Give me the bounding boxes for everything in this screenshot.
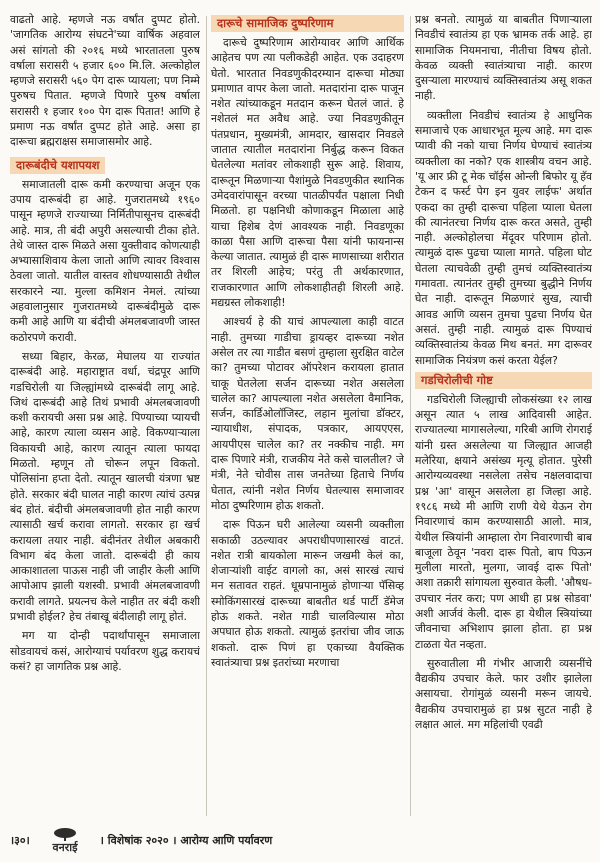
paragraph: मग या दोन्ही पदार्थांपासून समाजाला सोडवायचं कसं, आरोग्याचं पर्यावरण शुद्ध करायचं कसं? हा जागतिक प्रश्न आहे. <box>10 629 200 673</box>
section-heading-gadchiroli: गडचिरोलीची गोष्ट <box>415 372 592 389</box>
column-divider <box>206 16 207 816</box>
paragraph: सुरुवातीला मी गंभीर आजारी व्यसनींचे वैद्यकीय उपचार केले. फार उशीर झालेला असायचा. रोगांमुळं व्यसनी मरून जायचे. वैद्यकीय उपचारामुळं हा प्रश्न सुटत नाही हे लक्षात आलं. मग महिलांची एवढी <box>415 656 592 732</box>
logo-text: वनराई <box>52 841 78 853</box>
paragraph: गडचिरोली जिल्ह्याची लोकसंख्या १२ लाख असून त्यात ५ लाख आदिवासी आहेत. राज्यातल्या मागासलेल्या, गरिबी आणि रोगराई यांनी ग्रस्त असलेल्या या जिल्ह्यात आजही मलेरिया, क्षयाने असंख्य मृत्यू होतात. पुरेसी आरोग्यव्यवस्था नसलेला तसेच नक्षलवादाचा प्रश्न 'आ' वासून असलेला हा जिल्हा आहे. १९८६ मध्ये मी आणि राणी येथे येऊन रोग निवारणाचं काम करण्यासाठी आलो. मात्र, येथील स्त्रियांनी आम्हाला रोग निवारणाची बाब बाजूला ठेवून 'नवरा दारू पितो, बाप पिऊन मुलीला मारतो, मुलगा, जावई दारू पितो' अशा तक्रारी सांगायला सुरुवात केली. 'औषध-उपचार नंतर करा; पण आधी हा प्रश्न सोडवा' अशी आर्जवं केली. दारू हा येथील स्त्रियांच्या जीवनाचा अभिशाप झाला होता. हा प्रश्न टाळता येत नव्हता. <box>415 392 592 651</box>
paragraph: वाढतो आहे. म्हणजे नऊ वर्षांत दुप्पट होतो. 'जागतिक आरोग्य संघटने'च्या वार्षिक अहवाल असं सांगतो की २०१६ मध्ये भारतातला पुरुष वर्षाला सरासरी ५ हजार ६०० मि.लि. अल्कोहोल म्हणजे सरासरी ५६० पेग दारू प्यायला; पण निम्मे पुरुषच पितात. म्हणजे पिणारे पुरुष वर्षाला सरासरी १ हजार १०० पेग दारू पितात! आणि हे प्रमाण नऊ वर्षांत दुप्पट होते आहे. असा हा दारूचा ब्रह्मराक्षस समाजासमोर आहे. <box>10 13 200 149</box>
paragraph: व्यक्तीला निवडीचं स्वातंत्र्य हे आधुनिक समाजाचे एक आधारभूत मूल्य आहे. मग दारू प्यावी की नको याचा निर्णय घेण्याचं स्वातंत्र्य व्यक्तीला का नको? एक शास्त्रीय वचन आहे. 'यू आर फ्री टू मेक चॉईस ओन्ली बिफोर यू हॅव टेकन द फर्स्ट पेग इन युवर लाईफ' अर्थात एकदा का तुम्ही दारूचा पहिला प्याला घेतला की त्यानंतरचा निर्णय दारू करत असते, तुम्ही नाही. अल्कोहोलचा मेंदूवर परिणाम होतो. त्यामुळं दारू पुढचा प्याला मागते. पहिला घोट घेतला त्याचवेळी तुम्ही तुमचं व्यक्तिस्वातंत्र्य गमावता. त्यानंतर तुम्ही तुमच्या बुद्धीने निर्णय घेत नाही. दारूतून मिळणारं सुख, त्याची आवड आणि व्यसन तुमचा पुढचा निर्णय घेत असतं. तुम्ही नाही. त्यामुळं दारू पिण्याचं व्यक्तिस्वातंत्र्य केवळ मिथ बनतं. मग दारूवर सामाजिक नियंत्रण कसं करता येईल? <box>415 108 592 367</box>
column-1 <box>10 12 200 820</box>
column-divider <box>410 16 411 816</box>
column-3 <box>415 12 592 820</box>
page-number: ।३०। <box>10 833 30 847</box>
section-heading-social-effects: दारूचे सामाजिक दुष्परिणाम <box>211 15 404 32</box>
issue-label: । विशेषांक २०२० । आरोग्य आणि पर्यावरण <box>99 833 273 847</box>
column-2 <box>211 12 404 820</box>
paragraph: दारू पिऊन घरी आलेल्या व्यसनी व्यक्तीला सकाळी उठल्यावर अपराधीपणासारखं वाटतं. नशेत रात्री बायकोला मारून जखमी केलं का, शेजाऱ्यांशी वाईट वागलो का, असं सारखं त्याचं मन सतावत राहतं. धूम्रपानामुळं होणाऱ्या पॅसिव्ह स्मोकिंगसारखं दारूच्या बाबतीत थर्ड पार्टी डॅमेज होऊ शकते. नशेत गाडी चालविल्यास मोठा अपघात होऊ शकतो. त्यामुळं इतरांचा जीव जाऊ शकतो. दारू पिणं हा एकाच्या वैयक्तिक स्वातंत्र्याचा प्रश्न इतरांच्या मरणाचा <box>211 518 404 669</box>
vanrai-logo <box>36 827 94 853</box>
paragraph: प्रश्न बनतो. त्यामुळं या बाबतीत पिणाऱ्याला निवडीचं स्वातंत्र्य हा एक भ्रामक तर्क आहे. हा सामाजिक नियमनाचा, नीतीचा विषय होतो. केवळ व्यक्ती स्वातंत्र्याचा नाही. कारण दुसऱ्याला मारण्याचं व्यक्तिस्वातंत्र्य असू शकत नाही. <box>415 13 592 103</box>
page-footer <box>10 826 590 854</box>
paragraph: आश्चर्य हे की याचं आपल्याला काही वाटत नाही. तुमच्या गाडीचा ड्रायव्हर दारूच्या नशेत असेल तर त्या गाडीत बसणं तुम्हाला सुरक्षित वाटेल का? तुमच्या पोटावर ऑपरेशन करायला हातात चाकू घेतलेला सर्जन दारूच्या नशेत असलेला चालेल का? आपल्याला नशेत असलेला वैमानिक, सर्जन, कार्डिओलॉजिस्ट, लहान मुलांचा डॉक्टर, न्यायाधीश, संपादक, पत्रकार, आयएएस, आयपीएस चालेल का? तर नक्कीच नाही. मग दारू पिणारे मंत्री, राजकीय नेते कसे चालतील? जे मंत्री, नेते चोवीस तास जनतेच्या हिताचे निर्णय घेतात, त्यांनी नशेत निर्णय घेतल्यास समाजावर मोठा दुष्परिणाम होऊ शकतो. <box>211 315 404 512</box>
article-page <box>10 12 590 818</box>
paragraph: सध्या बिहार, केरळ, मेघालय या राज्यांत दारूबंदी आहे. महाराष्ट्रात वर्धा, चंद्रपूर आणि गडचिरोली या जिल्ह्यांमध्ये दारूबंदी लागू आहे. जिथं दारूबंदी आहे तिथं प्रभावी अंमलबजावणी कशी करायची असा प्रश्न आहे. पिण्याच्या प्यायची आहे, कारण त्याला व्यसन आहे. विकण्याऱ्याला विकायची आहे, कारण त्यातून त्याला फायदा मिळतो. म्हणून तो चोरून लपून विकतो. पोलिसांना हप्ता देतो. त्यातून खालची यंत्रणा भ्रष्ट होते. सरकार बंदी घालत नाही कारण त्यांचं उत्पन्न बंद होतं. बंदीची अंमलबजावणी होत नाही कारण त्यासाठी खर्च करावा लागतो. सरकार हा खर्च करायला तयार नाही. बंदीनंतर तेथील अबकारी विभाग बंद केला जातो. दारूबंदी ही काय आकाशातला पाऊस नाही जी जाहीर केली आणि आपोआप झाली यशस्वी. प्रभावी अंमलबजावणी करावी लागते. प्रयत्नच केले नाहीत तर बंदी कशी प्रभावी होईल? हेच तंबाखू बंदीलाही लागू होतं. <box>10 349 200 623</box>
paragraph: दारूचे दुष्परिणाम आरोग्यावर आणि आर्थिक आहेतच पण त्या पलीकडेही आहेत. एक उदाहरण घेतो. भारतात निवडणुकीदरम्यान दारूचा मोठ्या प्रमाणात वापर केला जातो. मतदारांना दारू पाजून नशेत त्यांच्याकडून मतदान करून घेतलं जातं. हे नशेतलं मत अवैध आहे. ज्या निवडणुकीतून पंतप्रधान, मुख्यमंत्री, आमदार, खासदार निवडले जातात त्यातील मतदारांना निर्बुद्ध करून विकत घेतलेल्या मतांवर लोकशाही सुरू आहे. शिवाय, दारूतून मिळणाऱ्या पैशांमुळे निवडणुकीत स्थानिक उमेदवारांपासून वरच्या पातळीपर्यंत पक्षाला निधी मिळतो. हा पक्षनिधी कोणाकडून मिळाला आहे याचा हिशेब देणं आवश्यक नाही. निवडणूका काळा पैसा आणि दारूचा पैसा यांनी फायनान्स केल्या जातात. त्यामुळं ही दारू माणसाच्या शरीरात तर शिरली आहेच; परंतु ती अर्थकारणात, राजकारणात आणि लोकशाहीतही शिरली आहे. मद्यग्रस्त लोकशाही! <box>211 36 404 310</box>
paragraph: समाजातली दारू कमी करण्याचा अजून एक उपाय दारूबंदी हा आहे. गुजरातमध्ये १९६० पासून म्हणजे राज्याच्या निर्मितीपासूनच दारूबंदी आहे. मात्र, ती बंदी अपुरी असल्याची टीका होते. तेथे जास्त दारू मिळते असा युक्तीवाद कोणत्याही अभ्यासाशिवाय केला जातो आणि त्यावर विश्वास ठेवला जातो. यातील वास्तव शोधण्यासाठी तेथील सरकारने न्या. मुल्ला कमिशन नेमलं. त्यांच्या अहवालानुसार गुजरातमध्ये दारूबंदीमुळे दारू कमी आहे आणि या बंदीची अंमलबजावणी जास्त कठोरपणे करावी. <box>10 177 200 344</box>
section-heading-prohibition: दारूबंदीचे यशापयश <box>10 157 105 174</box>
